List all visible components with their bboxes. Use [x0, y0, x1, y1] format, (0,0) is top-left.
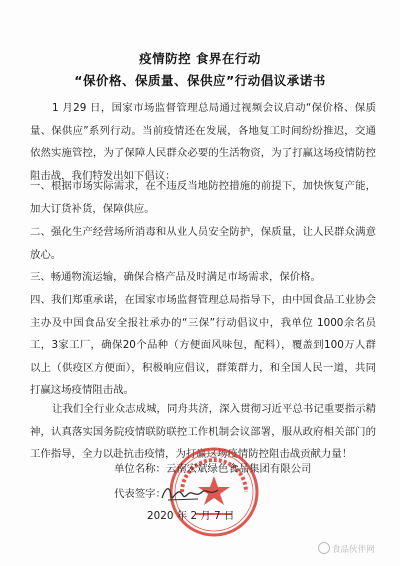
representative-label: 代表签字：	[114, 488, 166, 500]
document-subtitle: “保价格、保质量、保供应”行动倡议承诺书	[74, 73, 326, 88]
document-title: 疫情防控 食界在行动	[139, 51, 261, 66]
watermark-text: 食品伙伴网	[332, 545, 375, 555]
watermark-logo-icon	[318, 542, 330, 554]
signing-date: 2020 年 2 月 7 日	[147, 510, 235, 522]
unit-name-line	[114, 460, 311, 475]
closing-paragraph: 让我们全行业众志成城，同舟共济，深入贯彻习近平总书记重要指示精神，认真落实国务院疫情联防联控工作机制会议部署，服从政府相关部门的工作指导，全力以赴抗击疫情，为打赢这场疫情防控阻击战贡献力量！	[30, 403, 376, 461]
initiative-item-2: 二、强化生产经营场所消毒和从业人员安全防护，保质量，让人民群众满意放心。	[30, 226, 376, 261]
initiative-item-3: 三、畅通物流运输，确保合格产品及时满足市场需求，保价格。	[30, 271, 321, 283]
unit-name-label: 单位名称：	[114, 463, 166, 475]
unit-name-value: 云南宏斌绿色食品集团有限公司	[165, 463, 312, 475]
watermark	[318, 542, 375, 555]
initiative-item-1: 一、根据市场实际需求，在不违反当地防控措施的前提下，加快恢复产能，加大订货补货，保障供应。	[30, 180, 376, 215]
handwritten-signature	[158, 482, 228, 504]
intro-paragraph: 1 月29 日，国家市场监督管理总局通过视频会议启动“保价格、保质量、保供应”系列行动。当前疫情还在发展，各地复工时间纷纷推迟，交通依然实施管控，为了保障人民群众必要的生活物资，为了打赢这场疫情防控阻击战，我们特发出如下倡议：	[30, 102, 376, 182]
initiative-item-4: 四、我们郑重承诺，在国家市场监督管理总局指导下，由中国食品工业协会主办及中国食品安全报社承办的“三保”行动倡议中，我单位 1000余名员工，3家工厂，确保20个品种（方便面风味包，配料），覆盖到100万人群以上（供疫区方便面），积极响应倡议，群策群力，和全国人民一道，共同打赢这场疫情阻击战。	[30, 294, 376, 397]
